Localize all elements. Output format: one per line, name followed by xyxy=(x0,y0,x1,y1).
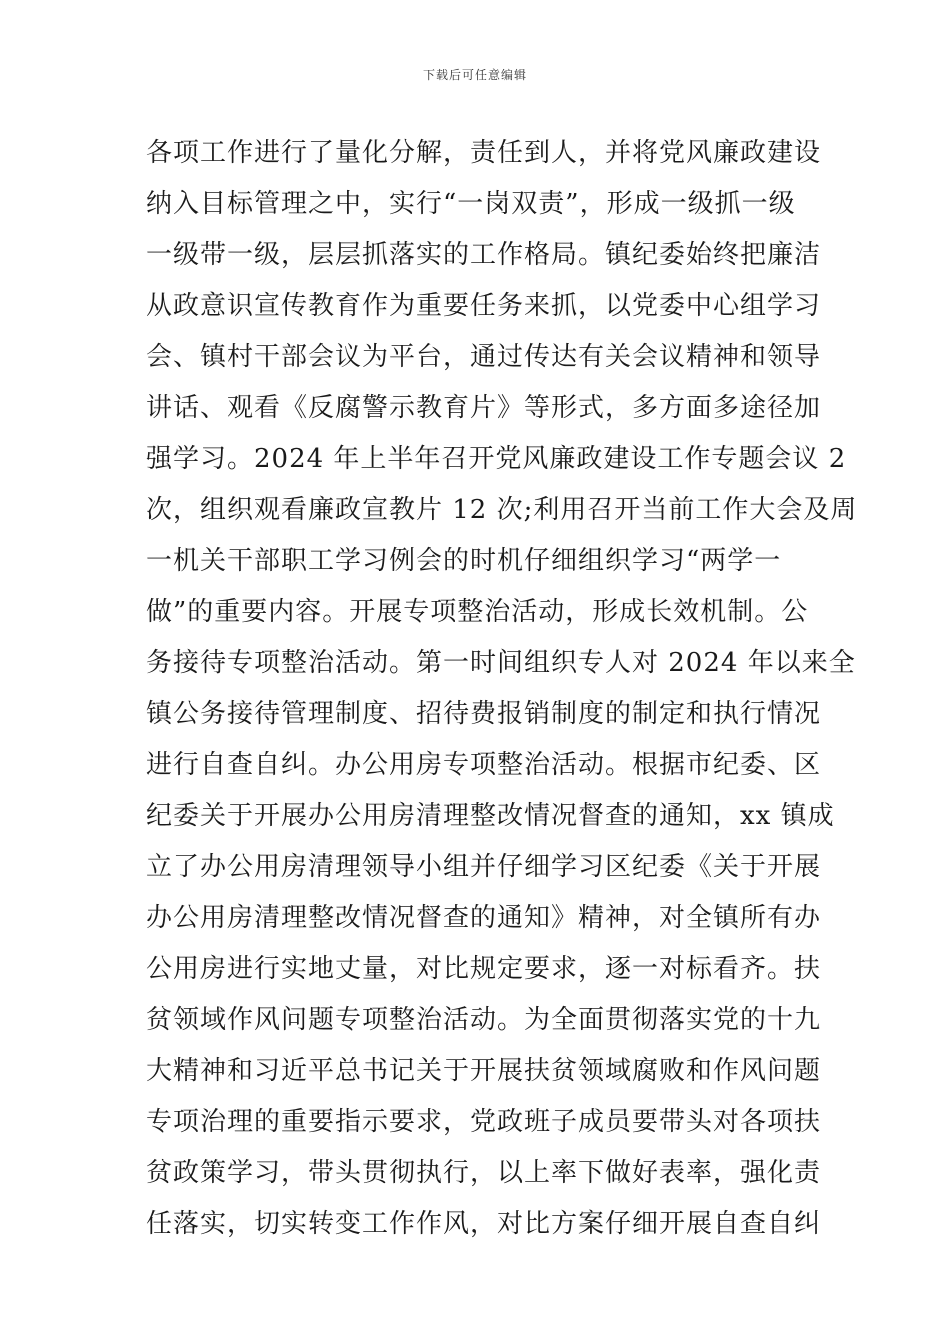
text-line: 一级带一级，层层抓落实的工作格局。镇纪委始终把廉洁 xyxy=(146,240,822,270)
text-line: 公用房进行实地丈量，对比规定要求，逐一对标看齐。扶 xyxy=(146,954,822,984)
text-line: 会、镇村干部会议为平台，通过传达有关会议精神和领导 xyxy=(146,342,822,372)
text-line: 各项工作进行了量化分解，责任到人，并将党风廉政建设 xyxy=(146,138,822,168)
header-note: 下载后可任意编辑 xyxy=(422,68,527,82)
text-line: 一机关干部职工学习例会的时机仔细组织学习“两学一 xyxy=(146,546,782,576)
text-line: 贫领域作风问题专项整治活动。为全面贯彻落实党的十九 xyxy=(146,1005,822,1035)
body-text xyxy=(146,128,858,1250)
text-line: 务接待专项整治活动。第一时间组织专人对 2024 年以来全 xyxy=(146,648,856,678)
text-line: 镇公务接待管理制度、招待费报销制度的制定和执行情况 xyxy=(146,699,822,729)
text-line: 专项治理的重要指示要求，党政班子成员要带头对各项扶 xyxy=(146,1107,822,1137)
text-line: 贫政策学习，带头贯彻执行，以上率下做好表率，强化责 xyxy=(146,1158,822,1188)
text-line: 立了办公用房清理领导小组并仔细学习区纪委《关于开展 xyxy=(146,852,822,882)
text-line: 次，组织观看廉政宣教片 12 次;利用召开当前工作大会及周 xyxy=(146,495,858,525)
text-line: 办公用房清理整改情况督查的通知》精神，对全镇所有办 xyxy=(146,903,822,933)
text-line: 从政意识宣传教育作为重要任务来抓，以党委中心组学习 xyxy=(146,291,822,321)
text-line: 进行自查自纠。办公用房专项整治活动。根据市纪委、区 xyxy=(146,750,822,780)
text-line: 任落实，切实转变工作作风，对比方案仔细开展自查自纠 xyxy=(146,1209,822,1239)
text-line: 大精神和习近平总书记关于开展扶贫领域腐败和作风问题 xyxy=(146,1056,822,1086)
text-line: 讲话、观看《反腐警示教育片》等形式，多方面多途径加 xyxy=(146,393,822,423)
text-line: 纳入目标管理之中，实行“一岗双责”，形成一级抓一级 xyxy=(146,189,796,219)
text-line: 强学习。2024 年上半年召开党风廉政建设工作专题会议 2 xyxy=(146,444,847,474)
text-line: 做”的重要内容。开展专项整治活动，形成长效机制。公 xyxy=(146,597,809,627)
text-line: 纪委关于开展办公用房清理整改情况督查的通知，xx 镇成 xyxy=(146,801,835,831)
